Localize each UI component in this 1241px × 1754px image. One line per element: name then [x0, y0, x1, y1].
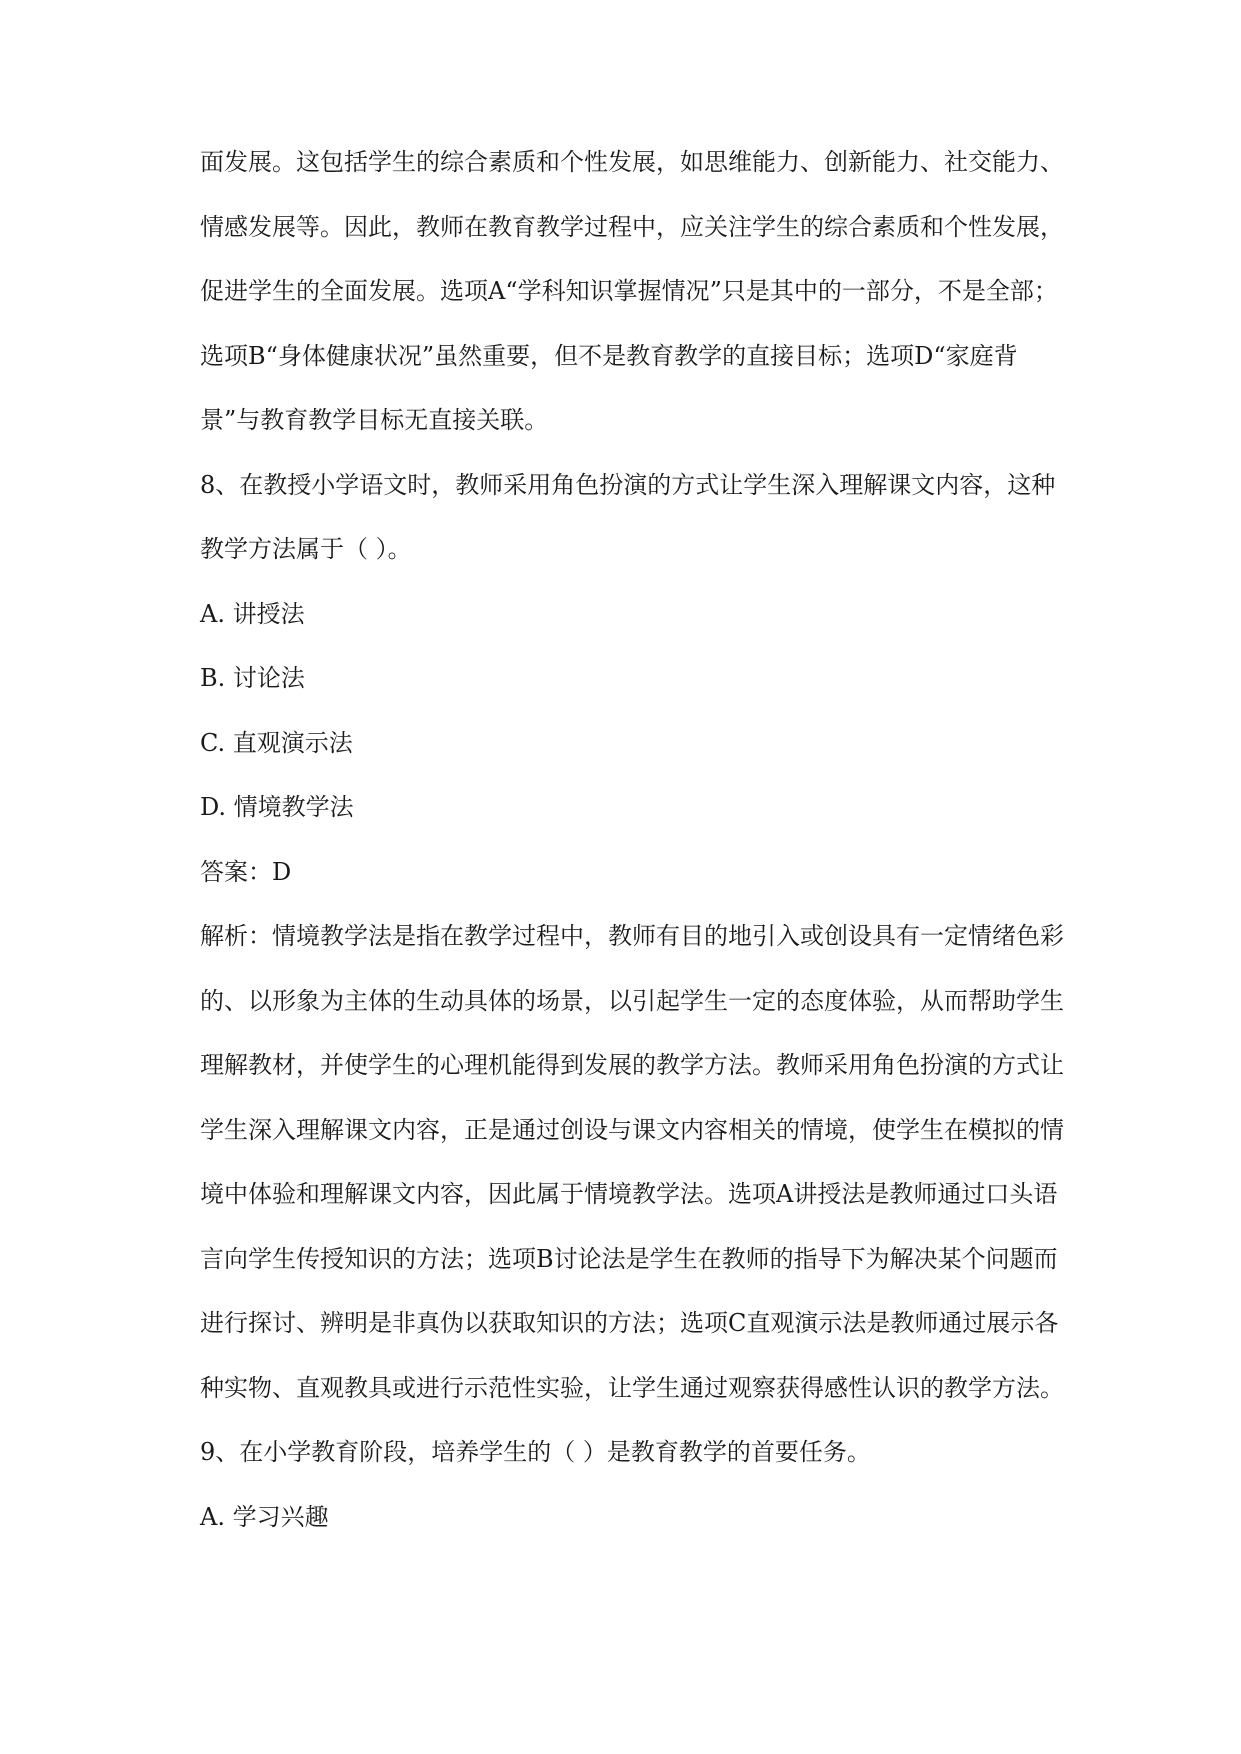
paragraph-line: 选项B“身体健康状况”虽然重要，但不是教育教学的直接目标；选项D“家庭背	[200, 341, 1018, 370]
option-d: D. 情境教学法	[200, 793, 354, 821]
analysis-line: 理解教材，并使学生的心理机能得到发展的教学方法。教师采用角色扮演的方式让	[200, 1051, 1064, 1079]
answer-line: 答案：D	[200, 857, 292, 886]
option-c: C. 直观演示法	[200, 728, 353, 757]
question-stem: 9、在小学教育阶段，培养学生的（ ）是教育教学的首要任务。	[200, 1438, 871, 1466]
analysis-line: 言向学生传授知识的方法；选项B讨论法是学生在教师的指导下为解决某个问题而	[200, 1244, 1058, 1273]
paragraph-line: 景”与教育教学目标无直接关联。	[200, 406, 549, 434]
option-a: A. 学习兴趣	[200, 1502, 329, 1531]
analysis-line: 解析：情境教学法是指在教学过程中，教师有目的地引入或创设具有一定情绪色彩	[200, 922, 1064, 950]
paragraph-line: 面发展。这包括学生的综合素质和个性发展，如思维能力、创新能力、社交能力、	[200, 148, 1064, 176]
paragraph-line: 情感发展等。因此，教师在教育教学过程中，应关注学生的综合素质和个性发展，	[200, 212, 1064, 241]
analysis-line: 境中体验和理解课文内容，因此属于情境教学法。选项A讲授法是教师通过口头语	[200, 1180, 1058, 1208]
option-b: B. 讨论法	[200, 664, 305, 692]
question-stem: 8、在教授小学语文时，教师采用角色扮演的方式让学生深入理解课文内容，这种	[200, 470, 1056, 499]
analysis-line: 进行探讨、辨明是非真伪以获取知识的方法；选项C直观演示法是教师通过展示各	[200, 1309, 1059, 1337]
analysis-line: 的、以形象为主体的生动具体的场景，以引起学生一定的态度体验，从而帮助学生	[200, 986, 1064, 1015]
analysis-line: 种实物、直观教具或进行示范性实验，让学生通过观察获得感性认识的教学方法。	[200, 1373, 1064, 1402]
paragraph-line: 促进学生的全面发展。选项A“学科知识掌握情况”只是其中的一部分，不是全部；	[200, 277, 1058, 305]
analysis-line: 学生深入理解课文内容，正是通过创设与课文内容相关的情境，使学生在模拟的情	[200, 1115, 1064, 1144]
question-stem: 教学方法属于（ ）。	[200, 535, 412, 563]
document-body	[200, 140, 1100, 1559]
option-a: A. 讲授法	[200, 599, 305, 628]
